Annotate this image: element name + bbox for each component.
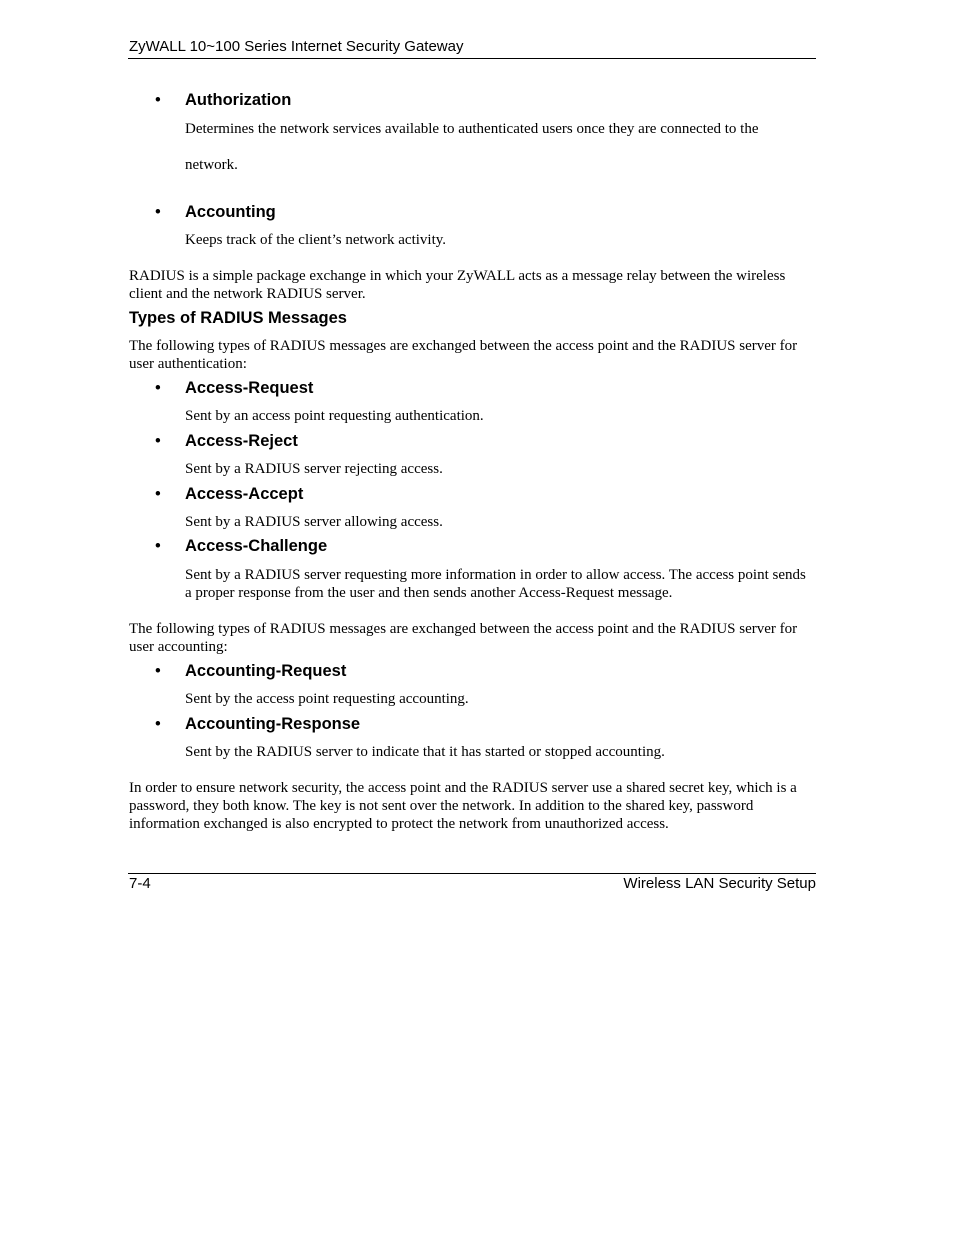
bullet-icon: • <box>155 379 161 397</box>
list-item-description: Sent by an access point requesting authentication. <box>185 408 484 424</box>
list-item-description: Sent by a RADIUS server rejecting access. <box>185 461 443 477</box>
closing-paragraph: In order to ensure network security, the access point and the RADIUS server use a shared secret key, which is a password, they both know. The key is not sent over the network. In addition to the shared key, password information exchanged is also encrypted to protect the network from unauthorized access. <box>129 780 797 832</box>
list-item-accounting-request <box>155 661 346 681</box>
list-item-term: Access-Accept <box>185 485 304 503</box>
bullet-icon: • <box>155 432 161 450</box>
auth-intro-paragraph: The following types of RADIUS messages are exchanged between the access point and the RADIUS server for user authentication: <box>129 338 798 372</box>
bullet-icon: • <box>155 91 161 109</box>
acct-intro-paragraph: The following types of RADIUS messages are exchanged between the access point and the RADIUS server for user accounting: <box>129 621 798 655</box>
list-item-description: Keeps track of the client’s network activity. <box>185 232 447 248</box>
list-item-access-challenge <box>155 536 327 556</box>
list-item-term: Access-Request <box>185 379 314 397</box>
bullet-icon: • <box>155 715 161 733</box>
list-item-description: Sent by the RADIUS server to indicate that it has started or stopped accounting. <box>185 744 665 760</box>
bullet-icon: • <box>155 662 161 680</box>
running-header: ZyWALL 10~100 Series Internet Security Gateway <box>129 38 464 55</box>
list-item-access-request <box>155 378 313 398</box>
bullet-icon: • <box>155 203 161 221</box>
list-item-access-reject <box>155 431 298 451</box>
list-item-description-continued: network. <box>185 157 238 173</box>
page-number: 7-4 <box>129 875 151 892</box>
list-item-term: Access-Reject <box>185 432 298 450</box>
list-item-term: Accounting-Request <box>185 662 347 680</box>
list-item-accounting-response <box>155 714 360 734</box>
header-rule <box>128 58 816 59</box>
list-item-description: Determines the network services available to authenticated users once they are connected to the <box>185 121 759 137</box>
section-heading: Types of RADIUS Messages <box>129 309 347 327</box>
list-item-term: Accounting <box>185 203 276 221</box>
list-item-description: Sent by a RADIUS server allowing access. <box>185 514 443 530</box>
footer-section-title: Wireless LAN Security Setup <box>623 875 816 892</box>
bullet-icon: • <box>155 485 161 503</box>
list-item-authorization <box>155 90 291 110</box>
list-item-term: Authorization <box>185 91 292 109</box>
list-item-access-accept <box>155 484 303 504</box>
list-item-description: Sent by the access point requesting accounting. <box>185 691 469 707</box>
radius-paragraph: RADIUS is a simple package exchange in which your ZyWALL acts as a message relay between the wireless client and the network RADIUS server. <box>129 268 786 302</box>
list-item-accounting <box>155 202 276 222</box>
bullet-icon: • <box>155 537 161 555</box>
list-item-term: Access-Challenge <box>185 537 328 555</box>
footer-rule <box>128 873 816 874</box>
list-item-term: Accounting-Response <box>185 715 361 733</box>
list-item-description: Sent by a RADIUS server requesting more information in order to allow access. The access point sends a proper response from the user and then sends another Access-Request message. <box>185 567 806 601</box>
